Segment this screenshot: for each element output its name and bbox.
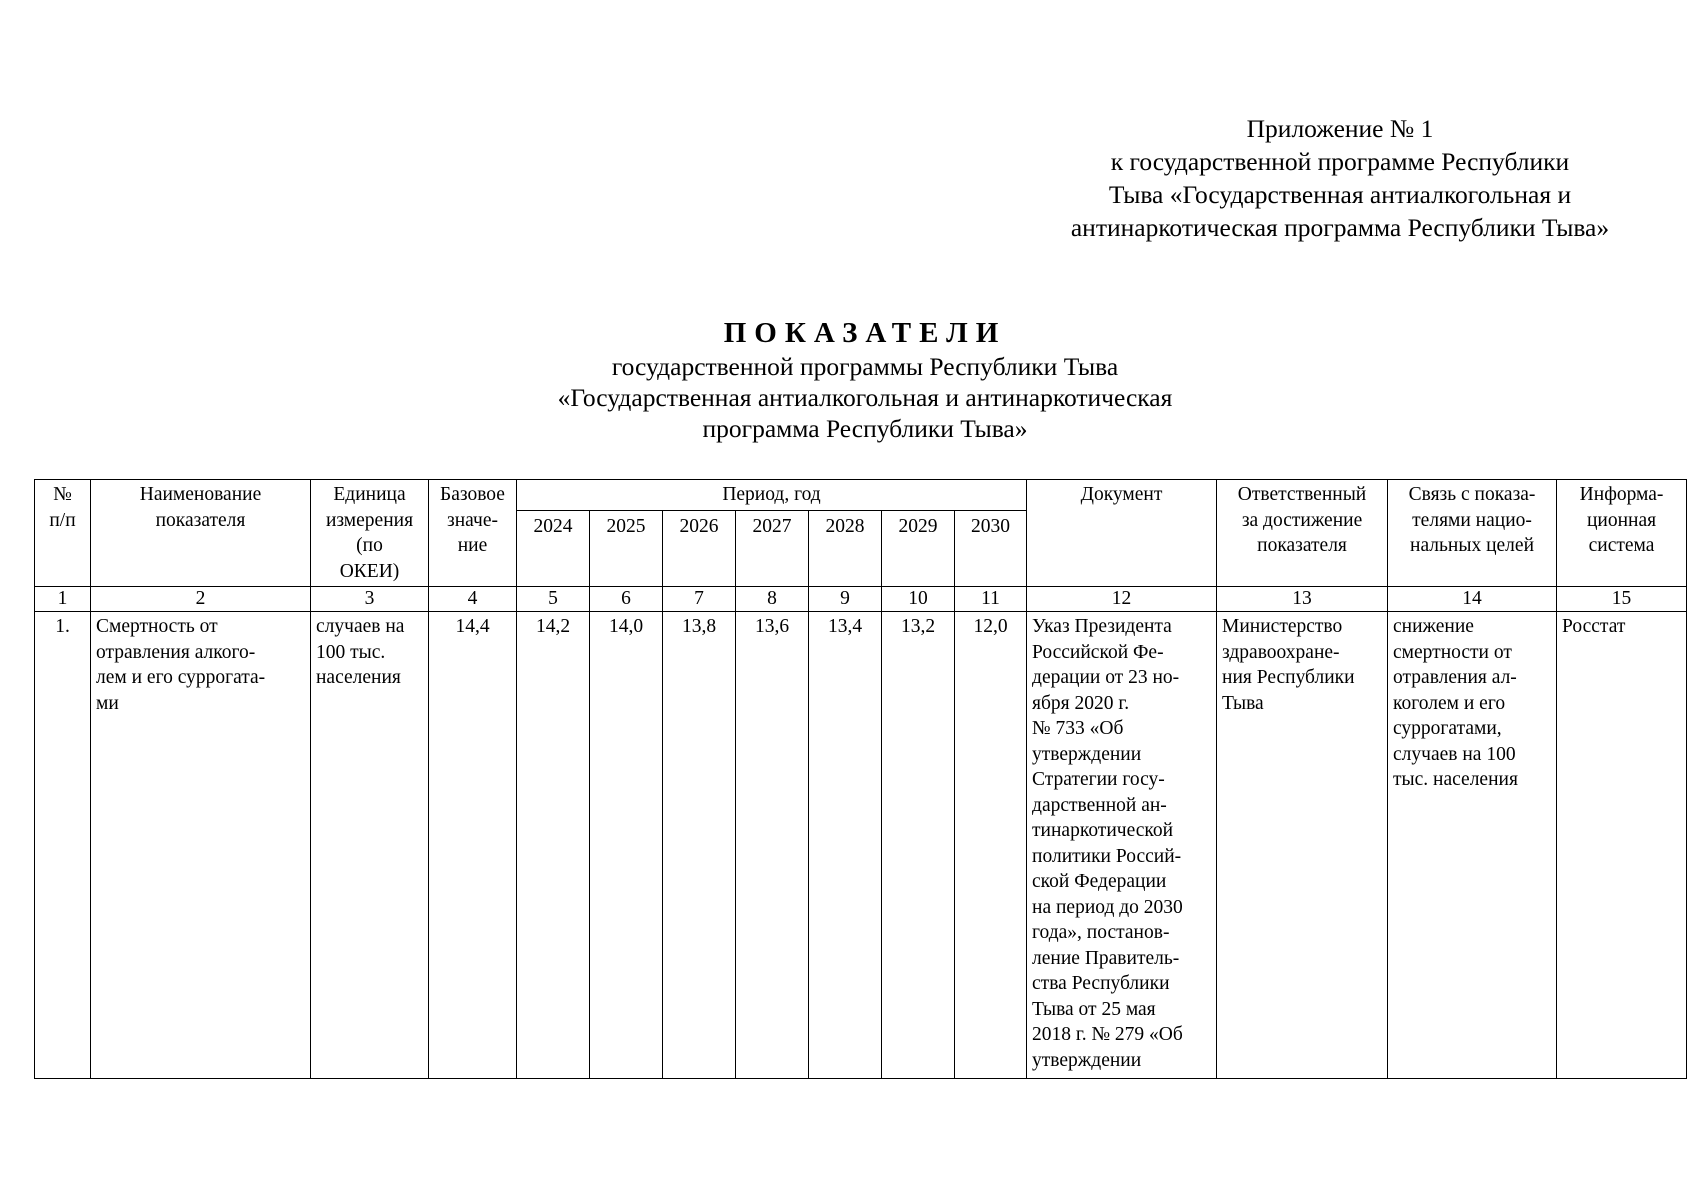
row-unit: случаев на 100 тыс. населения bbox=[311, 612, 429, 1079]
header-year: 2025 bbox=[590, 510, 663, 586]
column-number: 1 bbox=[35, 587, 91, 612]
column-number: 12 bbox=[1027, 587, 1217, 612]
row-value: 13,8 bbox=[663, 612, 736, 1079]
header-year: 2026 bbox=[663, 510, 736, 586]
row-value: 13,4 bbox=[809, 612, 882, 1079]
indicators-table bbox=[34, 479, 1687, 1079]
header-year: 2028 bbox=[809, 510, 882, 586]
header-year: 2029 bbox=[882, 510, 955, 586]
appendix-line-2: к государственной программе Республики bbox=[1110, 147, 1570, 176]
appendix-header bbox=[1000, 112, 1680, 244]
row-value: 12,0 bbox=[955, 612, 1027, 1079]
title-line-3: программа Республики Тыва» bbox=[702, 414, 1028, 443]
header-num: № п/п bbox=[35, 480, 91, 587]
row-num: 1. bbox=[35, 612, 91, 1079]
row-value: 14,2 bbox=[517, 612, 590, 1079]
column-number: 11 bbox=[955, 587, 1027, 612]
column-number: 6 bbox=[590, 587, 663, 612]
table-row bbox=[35, 612, 1687, 1079]
header-name: Наименование показателя bbox=[91, 480, 311, 587]
appendix-line-3: Тыва «Государственная антиалкогольная и bbox=[1108, 180, 1572, 209]
row-document: Указ Президента Российской Фе- дерации от 23 но- ября 2020 г. № 733 «Об утверждении Стратегии госу- дарственной ан- тинаркотической политики Россий- ской Федерации на период до 2030 года», постанов- ление Правитель- ства Республики Тыва от 25 мая 2018 г. № 279 «Об утверждении bbox=[1027, 612, 1217, 1079]
header-year: 2027 bbox=[736, 510, 809, 586]
header-unit: Единица измерения (по ОКЕИ) bbox=[311, 480, 429, 587]
title-line-2: «Государственная антиалкогольная и антинаркотическая bbox=[557, 383, 1173, 412]
row-base: 14,4 bbox=[429, 612, 517, 1079]
row-value: 13,6 bbox=[736, 612, 809, 1079]
header-system: Информа- ционная система bbox=[1557, 480, 1687, 587]
row-name: Смертность от отравления алкого- лем и его суррогата- ми bbox=[91, 612, 311, 1079]
row-system: Росстат bbox=[1557, 612, 1687, 1079]
appendix-line-4: антинаркотическая программа Республики Тыва» bbox=[1070, 213, 1610, 242]
column-number: 10 bbox=[882, 587, 955, 612]
column-number: 14 bbox=[1388, 587, 1557, 612]
header-base: Базовое значе- ние bbox=[429, 480, 517, 587]
appendix-line-1: Приложение № 1 bbox=[1246, 114, 1434, 143]
header-document: Документ bbox=[1027, 480, 1217, 587]
title-line-1: государственной программы Республики Тыва bbox=[611, 352, 1119, 381]
row-value: 14,0 bbox=[590, 612, 663, 1079]
header-row-1 bbox=[35, 480, 1687, 511]
header-responsible: Ответственный за достижение показателя bbox=[1217, 480, 1388, 587]
column-number: 2 bbox=[91, 587, 311, 612]
column-number: 3 bbox=[311, 587, 429, 612]
header-year: 2024 bbox=[517, 510, 590, 586]
column-number: 8 bbox=[736, 587, 809, 612]
row-link: снижение смертности от отравления ал- коголем и его суррогатами, случаев на 100 тыс. населения bbox=[1388, 612, 1557, 1079]
column-number: 5 bbox=[517, 587, 590, 612]
column-number: 9 bbox=[809, 587, 882, 612]
column-number-row bbox=[35, 587, 1687, 612]
column-number: 7 bbox=[663, 587, 736, 612]
title-main: ПОКАЗАТЕЛИ bbox=[723, 317, 1007, 349]
column-number: 13 bbox=[1217, 587, 1388, 612]
row-responsible: Министерство здравоохране- ния Республики Тыва bbox=[1217, 612, 1388, 1079]
header-period: Период, год bbox=[517, 480, 1027, 511]
header-year: 2030 bbox=[955, 510, 1027, 586]
document-title bbox=[375, 315, 1355, 444]
header-link: Связь с показа- телями нацио- нальных целей bbox=[1388, 480, 1557, 587]
row-value: 13,2 bbox=[882, 612, 955, 1079]
column-number: 4 bbox=[429, 587, 517, 612]
column-number: 15 bbox=[1557, 587, 1687, 612]
